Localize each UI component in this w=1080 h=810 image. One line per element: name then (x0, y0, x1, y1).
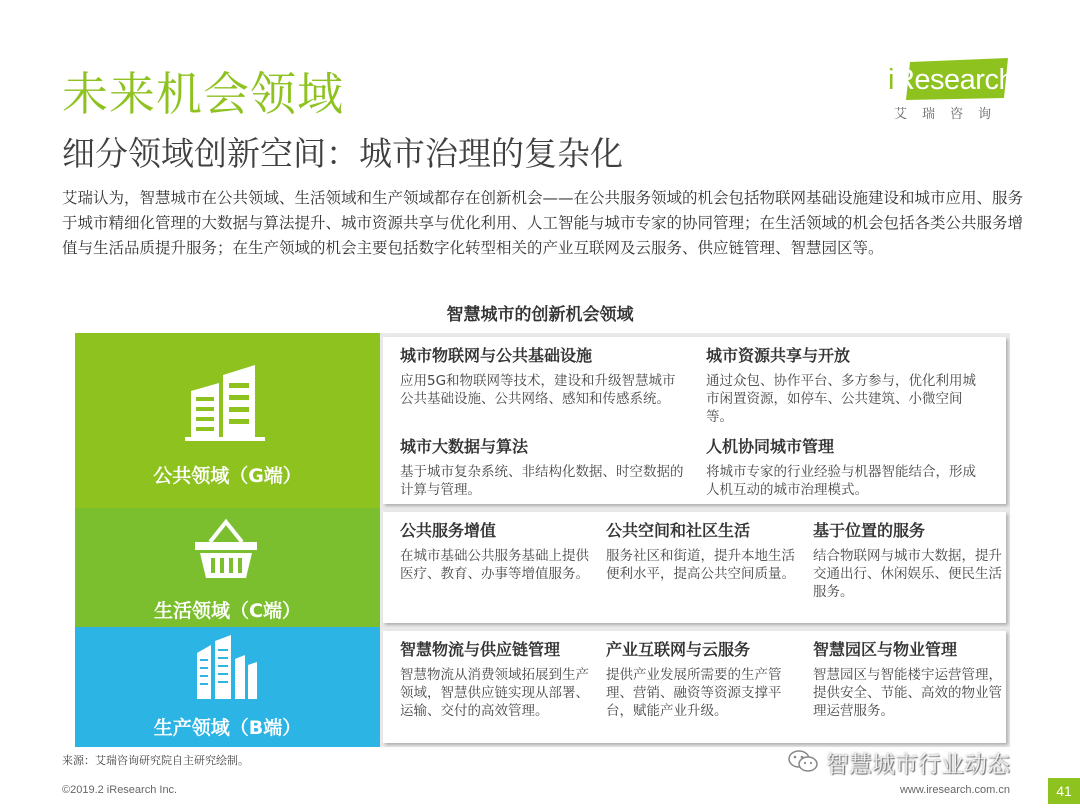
intro-paragraph: 艾瑞认为，智慧城市在公共领域、生活领域和生产领域都存在创新机会——在公共服务领域的机会包括物联网基础设施建设和城市应用、服务于城市精细化管理的大数据与算法提升、城市资源共享与优化利用、人工智能与城市专家的协同管理；在生活领域的机会包括各类公共服务增值与生活品质提升服务；在生产领域的机会主要包括数字化转型相关的产业互联网及云服务、供应链管理、智慧园区等。 (62, 189, 1024, 257)
factory-icon (193, 635, 259, 701)
cell-description: 应用5G和物联网等技术，建设和升级智慧城市公共基础设施、公共网络、感知和传感系统。 (400, 373, 676, 407)
website-url[interactable]: www.iresearch.com.cn (899, 784, 1010, 796)
cell-description: 将城市专家的行业经验与机器智能结合，形成人机互动的城市治理模式。 (706, 464, 976, 498)
cell-description: 服务社区和街道，提升本地生活便利水平，提高公共空间质量。 (606, 548, 795, 582)
cell-description: 结合物联网与城市大数据，提升交通出行、休闲娱乐、便民生活服务。 (813, 548, 1002, 600)
cell-description: 提供产业发展所需要的生产管理、营销、融资等资源支撑平台，赋能产业升级。 (606, 667, 782, 719)
row-label-public: 公共领域（G端） (153, 465, 302, 487)
shopping-basket-icon (193, 516, 259, 582)
row-content-public (380, 333, 1010, 508)
slide-title: 未来机会领域 (62, 67, 344, 121)
cell-title: 城市物联网与公共基础设施 (400, 346, 593, 365)
cell-title: 人机协同城市管理 (706, 437, 835, 456)
opportunity-diagram (75, 333, 1010, 747)
cell-description: 在城市基础公共服务基础上提供医疗、教育、办事等增值服务。 (400, 548, 589, 582)
cell-description: 通过众包、协作平台、多方参与，优化利用城市闲置资源，如停车、公共建筑、小微空间等。 (706, 373, 976, 425)
panel-production (383, 631, 1006, 743)
row-header-life (75, 508, 380, 627)
row-header-public (75, 333, 380, 508)
cell-title: 基于位置的服务 (813, 521, 926, 540)
cell-community-life (606, 520, 796, 583)
row-production-sector (75, 627, 1010, 747)
cell-title: 城市资源共享与开放 (706, 346, 851, 365)
row-header-production (75, 627, 380, 747)
iresearch-logo (888, 58, 1028, 128)
cell-title: 公共服务增值 (400, 521, 497, 540)
page-number: 41 (1048, 778, 1080, 804)
cell-title: 产业互联网与云服务 (606, 640, 751, 659)
cell-smart-logistics (400, 639, 590, 720)
panel-public (383, 337, 1006, 504)
logo-chinese-name: 艾瑞咨询 (894, 107, 1007, 122)
source-note: 来源：艾瑞咨询研究院自主研究绘制。 (62, 754, 249, 767)
cell-title: 智慧物流与供应链管理 (400, 640, 561, 659)
copyright: ©2019.2 iResearch Inc. (62, 784, 178, 796)
cell-description: 基于城市复杂系统、非结构化数据、时空数据的计算与管理。 (400, 464, 684, 498)
logo-wordmark: iResearch (888, 64, 1015, 96)
cell-public-service-value (400, 520, 590, 583)
cell-smart-park (813, 639, 1003, 720)
cell-resource-sharing (706, 345, 986, 426)
cell-title: 城市大数据与算法 (400, 437, 529, 456)
cell-iot-infrastructure (400, 345, 685, 408)
row-label-production: 生产领域（B端） (153, 717, 302, 739)
cell-title: 公共空间和社区生活 (606, 521, 751, 540)
cell-human-machine-management (706, 436, 986, 499)
cell-description: 智慧园区与智能楼宇运营管理，提供安全、节能、高效的物业管理运营服务。 (813, 667, 1002, 719)
diagram-title: 智慧城市的创新机会领域 (446, 305, 634, 325)
cell-description: 智慧物流从消费领域拓展到生产领域，智慧供应链实现从部署、运输、交付的高效管理。 (400, 667, 589, 719)
row-content-life (380, 508, 1010, 627)
panel-life (383, 512, 1006, 623)
cell-title: 智慧园区与物业管理 (813, 640, 958, 659)
cell-industrial-internet (606, 639, 796, 720)
cell-big-data-algorithms (400, 436, 685, 499)
slide-subtitle: 细分领域创新空间：城市治理的复杂化 (62, 134, 623, 173)
building-icon (185, 361, 265, 441)
wechat-icon (787, 748, 819, 774)
cell-location-services (813, 520, 1003, 601)
row-public-sector (75, 333, 1010, 508)
row-content-production (380, 627, 1010, 747)
watermark-text: 智慧城市行业动态 (826, 752, 1010, 778)
row-life-sector (75, 508, 1010, 627)
row-label-life: 生活领域（C端） (154, 600, 301, 622)
